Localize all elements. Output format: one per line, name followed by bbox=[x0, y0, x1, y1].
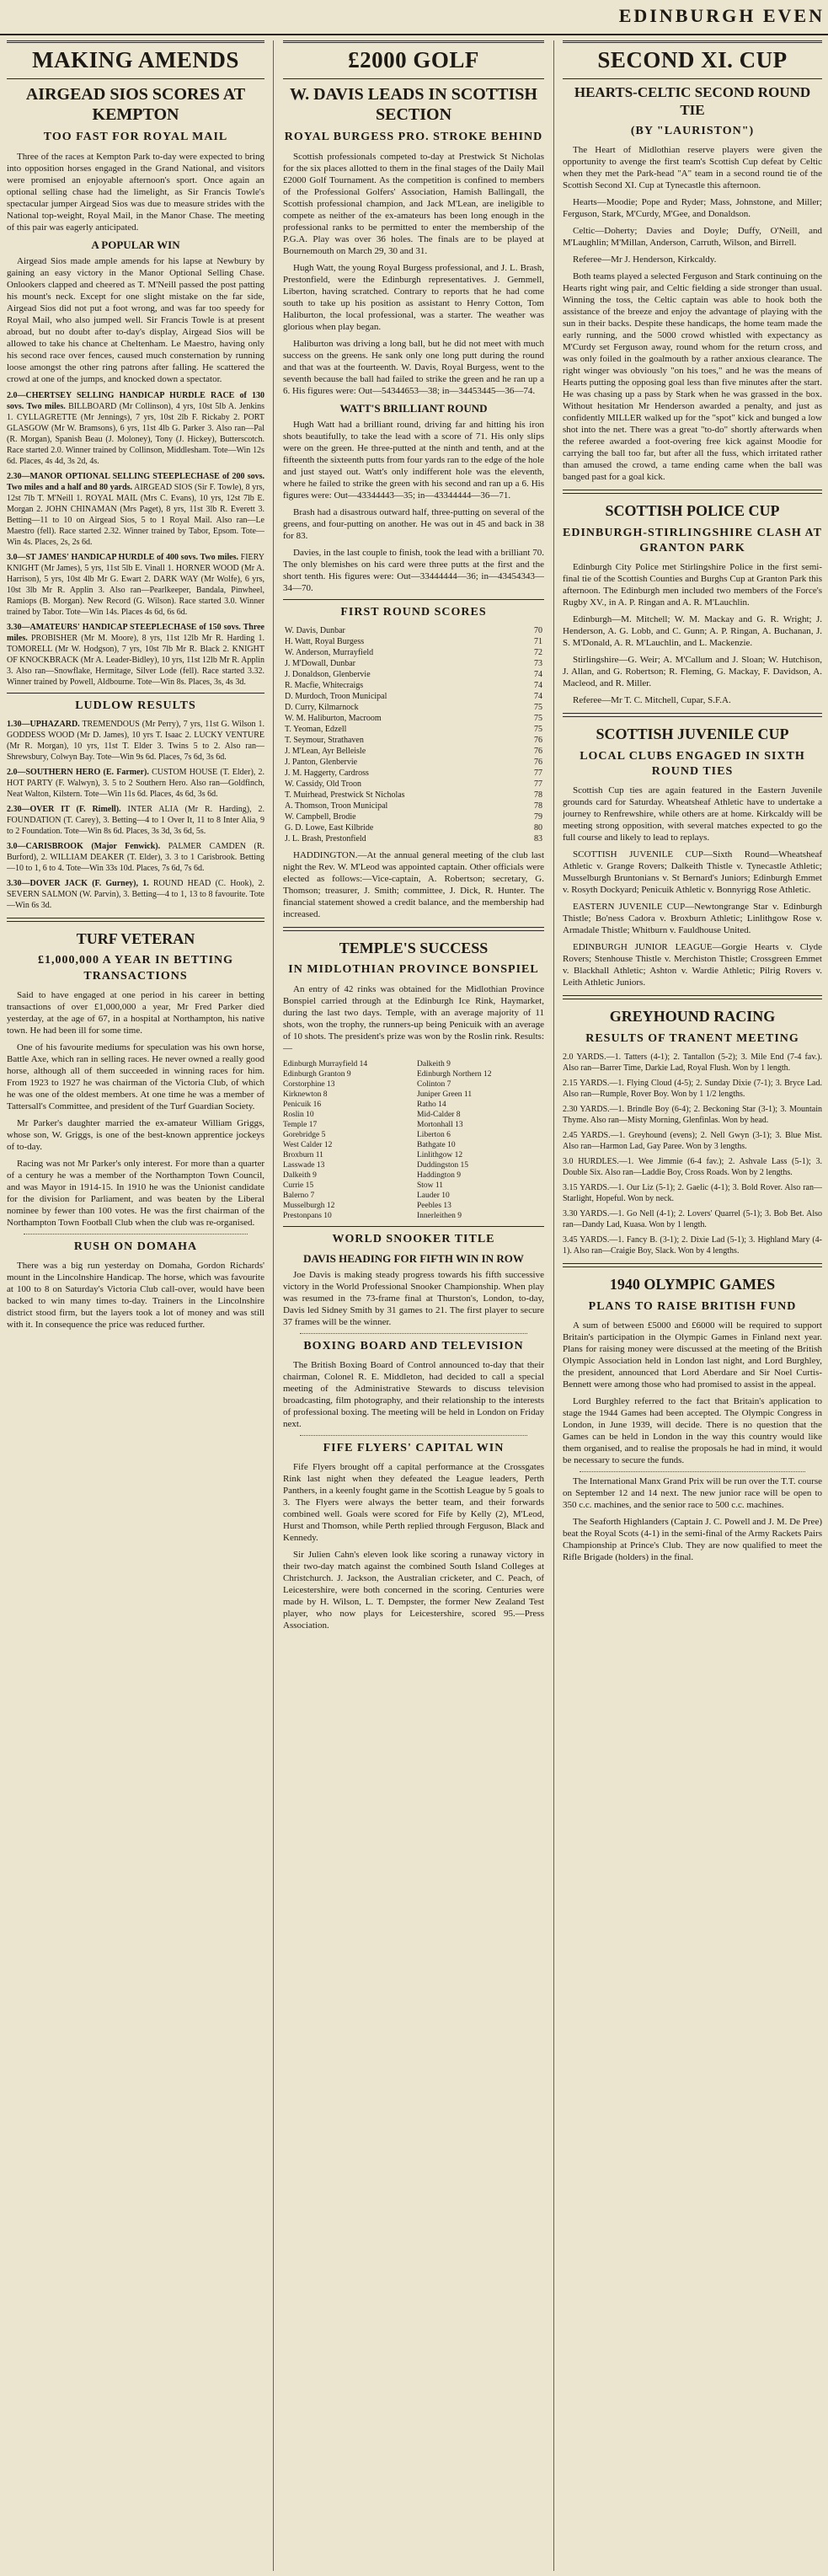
greyhound-race-result: 3.15 YARDS.—1. Our Liz (5-1); 2. Gaelic (4-1); 3. Bold Rover. Also ran—Starlight, Hopeful. Won by neck. bbox=[563, 1183, 822, 1204]
player-score: 77 bbox=[534, 768, 542, 778]
player-score: 76 bbox=[534, 757, 542, 767]
race-placings: FIERY KNIGHT (Mr James), 5 yrs, 11st 5lb E. Vinall 1. HORNER WOOD (Mr A. Harrison), 5 yrs, 10st 4lb Mr G. Ewart 2. DARK WAY (Mr Wolfe), 6 yrs, 10st 3lb Mr R. Applin 3. Also ran—Pearlkeeper, Bandala, Pinwheel, Ramiops (B. Morgan). New Record (G. Wilson). Race started 3.0. Winner trained by Tabor. Tote—Win 14s. Places 4s 6d, 6s 6d. bbox=[7, 552, 264, 617]
race-result bbox=[7, 552, 264, 618]
player-score: 74 bbox=[534, 691, 542, 701]
result-line: Edinburgh Granton 9 bbox=[283, 1069, 351, 1079]
article-paragraph: Edinburgh City Police met Stirlingshire Police in the first semi-final tie of the Scottish Counties and Burghs Cup at Granton Park this afternoon. The Edinburgh men included two members of the Force's Rugby XV., in A. P. Ringan and A. R. M'Lauchlin. bbox=[563, 562, 822, 608]
race-result bbox=[7, 841, 264, 874]
score-row bbox=[283, 647, 544, 658]
divider bbox=[283, 927, 544, 931]
race-placings: TREMENDOUS (Mr Perry), 7 yrs, 11st G. Wilson 1. GODDESS WOOD (Mr D. James), 10 yrs T. Isaac 2. LUCKY VENTURE (Mr R. Morgan), 10 yrs, 11st T. Elder 3. Twins 5 to 2. Also ran—Shrewsbury, Colwyn Bay. Tote—Win 9s 6d. Places, 7s 6d, 3s 6d. bbox=[7, 719, 264, 762]
column-2 bbox=[283, 40, 544, 2571]
result-line: Lauder 10 bbox=[417, 1191, 450, 1200]
subheadline: IN MIDLOTHIAN PROVINCE BONSPIEL bbox=[288, 963, 539, 977]
scores-table bbox=[283, 625, 544, 844]
article-paragraph: Scottish Cup ties are again featured in the Eastern Juvenile grounds card for Saturday. Wheatsheaf Athletic have to undertake a journey to Renfrewshire, while others are at home. Kirkcaldy will be meeting strong opposition, with several matches expected to go the full course and likely to lead to replays. bbox=[563, 785, 822, 843]
race-title: 2.30—OVER IT (F. Rimell). bbox=[7, 804, 121, 814]
race-placings: BILLBOARD (Mr Collinson), 4 yrs, 10st 5lb A. Jenkins 1. CYLLAGRETTE (Mr Jennings), 7 yrs, 10st 2lb F. Rickaby 2. PORT GLASGOW (Mr W. Bramsons), 6 yrs, 11st 4lb G. Parker 3. Also ran—Pal (R. Morgan), Spanish Beau (J. Moloney), Tony (J. Hickey), Butterscotch. Race started 2.0. Winner trained by Collinson, Middlesham. Tote—Win 12s 6d. Places, 4s 4d, 3s 2d, 4s. bbox=[7, 401, 264, 466]
greyhound-race-result: 2.30 YARDS.—1. Brindle Boy (6-4); 2. Beckoning Star (3-1); 3. Mountain Thyme. Also ran—Misty Morning, Glenfinlas. Won by head. bbox=[563, 1105, 822, 1126]
result-line: Edinburgh Murrayfield 14 bbox=[283, 1059, 368, 1068]
subheadline: LOCAL CLUBS ENGAGED IN SIXTH ROUND TIES bbox=[580, 749, 805, 779]
race-result bbox=[7, 767, 264, 800]
result-line: Linlithgow 12 bbox=[417, 1150, 463, 1159]
article-paragraph: Three of the races at Kempton Park to-day were expected to bring into opposition horses engaged in the Grand National, and visitors were promised an enjoyable afternoon's sport. Once again an optional selling chase had the limelight, as Sir Francis Towle's spectacular jumper Airgead Sios was due to measure strides with the National top-weight, Royal Mail, in the Manor Chase. The meeting of this pair was eagerly anticipated. bbox=[7, 151, 264, 233]
article-paragraph: The British Boxing Board of Control announced to-day that their chairman, Colonel R. E. Middleton, had decided to call a special meeting of the Administrative Stewards to discuss television broadcasting, film photography, and their relationship to the interests of professional boxing. The meeting will be held in London on Friday next. bbox=[283, 1359, 544, 1429]
article-paragraph: A sum of between £5000 and £6000 will be required to support Britain's participation in the Olympic Games in Finland next year. Plans for raising money were discussed at the meeting of the British Olympic Association held in London last night, and Lord Burghley, the president, announced that Lord Aberdare and Sir Noel Curtis-Bennett were among those who had promised to assist in the appeal. bbox=[563, 1320, 822, 1390]
player-score: 83 bbox=[534, 833, 542, 843]
result-line: Penicuik 16 bbox=[283, 1100, 322, 1109]
headline-box bbox=[563, 40, 822, 79]
score-row bbox=[283, 790, 544, 801]
article-paragraph: Racing was not Mr Parker's only interest. For more than a quarter of a century he was a member of the Northampton Town Council, and was Mayor in 1914-15. In 1910 he was the Unionist candidate for the division for Parliament, and was beaten by the Liberal nominee by fewer than 100 votes. He was the first chairman of the Northampton Town Football Club when the club was re-organised. bbox=[7, 1158, 264, 1228]
result-line: Prestonpans 10 bbox=[283, 1211, 332, 1220]
player-name: W. M. Haliburton, Macroom bbox=[285, 713, 382, 723]
race-result bbox=[7, 719, 264, 763]
subheadline: DAVIS HEADING FOR FIFTH WIN IN ROW bbox=[303, 1251, 524, 1265]
race-results-ludlow bbox=[7, 719, 264, 911]
result-line: Mid-Calder 8 bbox=[417, 1110, 461, 1119]
column-rule bbox=[273, 40, 274, 2571]
team-line: Edinburgh—M. Mitchell; W. M. Mackay and G. R. Wright; J. Henderson, A. G. Lobb, and C. Gunn; A. P. Ringan, A. Buchanan, J. S. M'Donald, A. R. M'Lauchlin, and L. Mackenzie. bbox=[563, 614, 822, 649]
fixture-list: EASTERN JUVENILE CUP—Newtongrange Star v. Edinburgh Thistle; Bo'ness Cadora v. Broxburn Athletic; Linlithgow Rose v. Armadale Thistle; Whitburn v. Fauldhouse United. bbox=[563, 902, 822, 936]
player-score: 74 bbox=[534, 669, 542, 679]
race-title: 2.0—CHERTSEY SELLING HANDICAP HURDLE RACE of 130 sovs. Two miles. bbox=[7, 390, 264, 411]
score-row bbox=[283, 669, 544, 680]
result-line: Balerno 7 bbox=[283, 1191, 315, 1200]
player-name: J. L. Brash, Prestonfield bbox=[285, 833, 366, 843]
masthead-title: EDINBURGH EVEN bbox=[618, 5, 825, 26]
race-title: 1.30—UPHAZARD. bbox=[7, 719, 80, 729]
result-line: Gorebridge 5 bbox=[283, 1130, 326, 1139]
article-paragraph: Said to have engaged at one period in his career in betting transactions of over £1,000,000 a year, Mr Fred Parker died yesterday, at the age of 67, in a hospital at Northampton, his native town. He had been ill for some time. bbox=[7, 989, 264, 1036]
score-row bbox=[283, 636, 544, 647]
result-line: Edinburgh Northern 12 bbox=[417, 1069, 492, 1079]
article-paragraph: Both teams played a selected Ferguson and Stark continuing on the Hearts right wing pair, and Celtic fielding a side stronger than usual. Winning the toss, the Celtic captain was able to hook both the assistance of the breeze and enjoy the advantage of playing with the sun in their backs. Despite these handicaps, the home team made the early running, and the 5000 crowd whistled with expectancy as M'Curdy set Ferguson away, round whom for the return cross, and was only foiled in the goalmouth by a rather anxious clearance. The right winger was obviously "on his toes," and he was the means of Hearts putting the opposing goal less than five minutes after the start. He was chasing up a pass by Stark when he was grassed in the box. Without hesitation Mr Henderson awarded a penalty, and just as confidently MILLER walked up for the "spot" kick and bunged a low shot into the net. There was a great "to-do" shortly afterwards when the referee awarded a foot-overing free kick against Moodie for carrying the ball too far, but after all the fuss, which irritated rather than amused the crowd, a tame ending came when the ball was banged past for a goal kick. bbox=[563, 271, 822, 483]
race-title: 3.0—CARISBROOK (Major Fenwick). bbox=[7, 841, 161, 851]
subheadline: HEARTS-CELTIC SECOND ROUND TIE bbox=[574, 84, 811, 118]
score-row bbox=[283, 625, 544, 636]
player-name: D. Curry, Kilmarnock bbox=[285, 702, 359, 712]
player-score: 72 bbox=[534, 647, 542, 657]
result-line: Stow 11 bbox=[417, 1181, 444, 1190]
headline-box bbox=[283, 40, 544, 79]
result-line: Corstorphine 13 bbox=[283, 1079, 335, 1089]
article-paragraph: The Seaforth Highlanders (Captain J. C. Powell and J. M. De Pree) beat the Royal Scots (4-1) in the semi-final of the Army Rackets Pairs Championship at Prince's Club. They are now qualified to meet the Rifle Brigade (holders) in the final. bbox=[563, 1516, 822, 1562]
column-rule bbox=[553, 40, 554, 2571]
race-title: 3.0—ST JAMES' HANDICAP HURDLE of 400 sovs. Two miles. bbox=[7, 552, 238, 562]
result-line: Mortonhall 13 bbox=[417, 1120, 463, 1129]
subheadline: AIRGEAD SIOS SCORES AT KEMPTON bbox=[25, 85, 246, 125]
masthead bbox=[0, 0, 828, 35]
player-score: 76 bbox=[534, 735, 542, 745]
curling-results-left bbox=[283, 1059, 410, 1221]
headline: FIFE FLYERS' CAPITAL WIN bbox=[323, 1441, 505, 1454]
race-placings: AIRGEAD SIOS (Sir F. Towle), 8 yrs, 12st 7lb T. M'Neill 1. ROYAL MAIL (Mrs C. Evans), 10 yrs, 12st 7lb E. Morgan 2. JOHN CHINAMAN (Mrs Paget), 8 yrs, 11st 3lb R. Everett 3. Betting—11 to 10 on Airgead Sios, 5 to 1 Royal Mail. Also ran—Le Maestro (fell). Race started 2.32. Winner trained by Tabor, Epsom. Tote—Win 4s. Places, 2s, 2s 6d. bbox=[7, 482, 264, 547]
referee-line: Referee—Mr T. C. Mitchell, Cupar, S.F.A. bbox=[573, 695, 731, 706]
divider bbox=[283, 1226, 544, 1227]
article-paragraph: HADDINGTON.—At the annual general meeting of the club last night the Rev. W. M'Leod was appointed captain. Other officials were elected as follows:—Vice-captain, A. Robertson; secretary, G. Thomson; treasurer, J. Smith; committee, J. Dick, R. Hunter. The financial statement showed a credit balance, and the membership had increased. bbox=[283, 849, 544, 919]
player-score: 79 bbox=[534, 811, 542, 822]
race-results-kempton bbox=[7, 390, 264, 688]
crossheading: A POPULAR WIN bbox=[91, 238, 180, 251]
score-row bbox=[283, 713, 544, 724]
player-name: J. M'Lean, Ayr Belleisle bbox=[285, 746, 366, 756]
article-paragraph: Mr Parker's daughter married the ex-amateur William Griggs, whose son, W. Griggs, is one of the best-known apprentice jockeys of to-day. bbox=[7, 1117, 264, 1152]
result-line: Colinton 7 bbox=[417, 1079, 451, 1089]
headline: TEMPLE'S SUCCESS bbox=[339, 939, 489, 956]
player-score: 75 bbox=[534, 702, 542, 712]
article-paragraph: Haliburton was driving a long ball, but he did not meet with much success on the greens. He sank only one long putt during the round and that was at the fourteenth. W. Davis, Royal Burgess, went to the seventh because the ball had failed to strike the green and he ran up a 6. His figures were: Out—54344653—38; in—34453445—36—74. bbox=[283, 338, 544, 396]
player-score: 70 bbox=[534, 625, 542, 635]
score-row bbox=[283, 811, 544, 822]
player-name: J. Donaldson, Glenbervie bbox=[285, 669, 371, 679]
article-paragraph: There was a big run yesterday on Domaha, Gordon Richards' mount in the Lincolnshire Handicap. The horse, which was favourite at 100 to 8 on Saturday's Victoria Club call-over, would have been backed to win many times to-day. Trainers in the Lincolnshire district stood firm, but the layers took a lot of money and was still with it. In consequence the price was reduced further. bbox=[7, 1260, 264, 1330]
divider bbox=[563, 1263, 822, 1267]
player-name: W. Anderson, Murrayfield bbox=[285, 647, 374, 657]
article-paragraph: Hugh Watt, the young Royal Burgess professional, and J. L. Brash, Prestonfield, were the Edinburgh representatives. J. Gemmell, Liberton, having scratched. Contrary to reports that he had come south to take up his position as assistant to Henry Cotton, Tom Haliburton, the local professional, was a starter. The weather was glorious when play began. bbox=[283, 262, 544, 332]
race-result bbox=[7, 471, 264, 548]
article-paragraph: Fife Flyers brought off a capital performance at the Crossgates Rink last night when they defeated the League leaders, Perth Panthers, in a keenly fought game in the Scottish League by 5 goals to 3. The Flyers were always the better team, and their forwards combined well. Goals were scored for Fife by Kelly (2), M'Leod, Hurst and Thomson, while Perth replied through Ferguson, Black and Kennedy. bbox=[283, 1462, 544, 1544]
curling-results-right bbox=[417, 1059, 544, 1221]
player-name: T. Seymour, Strathaven bbox=[285, 735, 364, 745]
greyhound-race-result: 3.30 YARDS.—1. Go Nell (4-1); 2. Lovers' Quarrel (5-1); 3. Bob Bet. Also ran—Dandy Lad, Kuasa. Won by 1 length. bbox=[563, 1209, 822, 1230]
player-name: D. Murdoch, Troon Municipal bbox=[285, 691, 387, 701]
player-name: J. M. Haggerty, Cardross bbox=[285, 768, 369, 778]
result-line: Currie 15 bbox=[283, 1181, 314, 1190]
player-score: 73 bbox=[534, 658, 542, 668]
result-line: Roslin 10 bbox=[283, 1110, 314, 1119]
headline: WORLD SNOOKER TITLE bbox=[332, 1232, 495, 1245]
score-row bbox=[283, 768, 544, 779]
greyhound-race-result: 3.0 HURDLES.—1. Wee Jimmie (6-4 fav.); 2. Ashvale Lass (5-1); 3. Double Six. Also ran—Laddie Boy, Cross Roads. Won by 2 lengths. bbox=[563, 1157, 822, 1178]
greyhound-race-result: 3.45 YARDS.—1. Fancy B. (3-1); 2. Dixie Lad (5-1); 3. Highland Mary (4-1). Also ran—Craigie Boy, Slack. Won by 4 lengths. bbox=[563, 1235, 822, 1256]
greyhound-race-result: 2.0 YARDS.—1. Tatters (4-1); 2. Tantallon (5-2); 3. Mile End (7-4 fav.). Also ran—Barrer Time, Darkie Lad, Royal Flush. Won by 1 length. bbox=[563, 1052, 822, 1074]
headline: RUSH ON DOMAHA bbox=[73, 1240, 198, 1253]
article-paragraph: One of his favourite mediums for speculation was his own horse, Battle Axe, which ran in selling races. He never owned a really good horse, although all of them succeeded in winning races for him. From 1923 to 1927 he was chairman of the Victoria Club, of which he was one of the oldest members. At one time he was a member of Tattersall's Committee, and president of the Turf Guardian Society. bbox=[7, 1042, 264, 1111]
player-score: 80 bbox=[534, 822, 542, 833]
score-row bbox=[283, 691, 544, 702]
player-name: J. Panton, Glenbervie bbox=[285, 757, 358, 767]
player-name: T. Muirhead, Prestwick St Nicholas bbox=[285, 790, 405, 800]
referee-line: Referee—Mr J. Henderson, Kirkcaldy. bbox=[573, 254, 717, 265]
divider bbox=[283, 599, 544, 600]
player-name: J. M'Dowall, Dunbar bbox=[285, 658, 356, 668]
divider bbox=[7, 918, 264, 922]
headline-box bbox=[7, 40, 264, 79]
result-line: Dalkeith 9 bbox=[417, 1059, 451, 1068]
subheadline: EDINBURGH-STIRLINGSHIRE CLASH AT GRANTON PARK bbox=[563, 526, 822, 555]
race-title: 2.30—MANOR OPTIONAL SELLING STEEPLECHASE of 200 sovs. Two miles and a half and 80 yards. bbox=[7, 471, 264, 492]
score-row bbox=[283, 746, 544, 757]
divider bbox=[7, 693, 264, 694]
race-result bbox=[7, 622, 264, 688]
result-line: Musselburgh 12 bbox=[283, 1201, 335, 1210]
article-paragraph: Scottish professionals competed to-day at Prestwick St Nicholas for the six places allotted to them in the final stages of the Daily Mail £2000 Golf Tournament. As the competition is confined to members of the Professional Golfers' Association, Hamish Ballingall, the Scottish professional champion, and Jack M'Lean, are ineligible to compete as neither of the ex-amateurs has been long enough in the professional ranks to be permitted to enter the membership of the P.G.A. Play was over 36 holes. The finals are to be played at Bournemouth on March 29, 30 and 31. bbox=[283, 151, 544, 256]
player-name: T. Yeoman, Edzell bbox=[285, 724, 347, 734]
race-title: 3.30—DOVER JACK (F. Gurney), 1. bbox=[7, 878, 149, 888]
headline: SCOTTISH POLICE CUP bbox=[605, 502, 780, 520]
player-score: 75 bbox=[534, 724, 542, 734]
race-placings: INTER ALIA (Mr R. Harding), 2. FOUNDATION (T. Carey), 3. Betting—4 to 1 Over It, 11 to 8 Inter Alia, 9 to 2 Foundation. Tote—Win 8s 6d. Places, 3s 3d, 3s 6d, 5s. bbox=[7, 804, 264, 836]
subheadline: W. DAVIS LEADS IN SCOTTISH SECTION bbox=[289, 85, 537, 125]
subheadline: PLANS TO RAISE BRITISH FUND bbox=[588, 1299, 797, 1313]
player-name: W. Cassidy, Old Troon bbox=[285, 779, 361, 789]
result-line: Liberton 6 bbox=[417, 1130, 451, 1139]
result-line: Haddington 9 bbox=[417, 1170, 461, 1180]
article-paragraph: Lord Burghley referred to the fact that Britain's application to stage the 1944 Games had been accepted. The Olympic Congress in London, in June 1939, will decide. There is no question that the Games can be held in London in the way this country would like them organised, and to realise the proposals he had in mind, it would be necessary to secure the funds. bbox=[563, 1395, 822, 1465]
result-line: Peebles 13 bbox=[417, 1201, 451, 1210]
score-row bbox=[283, 779, 544, 790]
headline: 1940 OLYMPIC GAMES bbox=[609, 1276, 776, 1293]
score-row bbox=[283, 680, 544, 691]
race-result bbox=[7, 390, 264, 467]
team-line: Hearts—Moodie; Pope and Ryder; Mass, Johnstone, and Miller; Ferguson, Stark, M'Curdy, M'Gee, and Donaldson. bbox=[563, 197, 822, 220]
team-line: Stirlingshire—G. Weir; A. M'Callum and J. Sloan; W. Hutchison, J. Allan, and G. Robertson; R. Fleming, G. Mackay, F. Davidson, A. Macleod, and R. Miller. bbox=[563, 655, 822, 689]
result-line: Innerleithen 9 bbox=[417, 1211, 462, 1220]
player-score: 74 bbox=[534, 680, 542, 690]
headline: BOXING BOARD AND TELEVISION bbox=[303, 1339, 524, 1352]
score-row bbox=[283, 833, 544, 844]
result-line: Dalkeith 9 bbox=[283, 1170, 317, 1180]
result-line: Bathgate 10 bbox=[417, 1140, 456, 1149]
player-name: A. Thomson, Troon Municipal bbox=[285, 801, 388, 811]
article-paragraph: Brash had a disastrous outward half, three-putting on several of the greens, and four-putting on another. He was out in 45 and back in 38 for 83. bbox=[283, 506, 544, 541]
player-score: 78 bbox=[534, 801, 542, 811]
result-line: Juniper Green 11 bbox=[417, 1090, 473, 1099]
divider bbox=[300, 1435, 527, 1436]
deck: TOO FAST FOR ROYAL MAIL bbox=[43, 131, 228, 144]
player-score: 78 bbox=[534, 790, 542, 800]
score-row bbox=[283, 658, 544, 669]
section-heading: FIRST ROUND SCORES bbox=[340, 605, 487, 619]
result-line: Temple 17 bbox=[283, 1120, 318, 1129]
section-heading: LUDLOW RESULTS bbox=[75, 699, 196, 712]
divider bbox=[563, 995, 822, 999]
result-line: Broxburn 11 bbox=[283, 1150, 323, 1159]
article-paragraph: The Heart of Midlothian reserve players were given the opportunity to avenge the first team's Scottish Cup defeat by Celtic when they met the Park-head "A" team in a second round tie of the Scottish Second XI. Cup at Tynecastle this afternoon. bbox=[563, 145, 822, 191]
greyhound-race-result: 2.45 YARDS.—1. Greyhound (evens); 2. Nell Gwyn (3-1); 3. Blue Mist. Also ran—Harmon Lad, Gay Paree. Won by 3 lengths. bbox=[563, 1131, 822, 1152]
headline: GREYHOUND RACING bbox=[609, 1008, 776, 1026]
player-score: 76 bbox=[534, 746, 542, 756]
column-1 bbox=[7, 40, 264, 2571]
headline: £2000 GOLF bbox=[348, 47, 479, 72]
player-name: W. Campbell, Brodie bbox=[285, 811, 356, 822]
race-placings: CUSTOM HOUSE (T. Elder), 2. HOT PARTY (F. Walwyn), 3. 5 to 2 Southern Hero. Also ran—Goldfinch, Neat Walton, Kilstern. Tote—Win 11s 6d. Places, 4s 6d, 3s 6d. bbox=[7, 767, 264, 799]
fixture-list: SCOTTISH JUVENILE CUP—Sixth Round—Wheatsheaf Athletic v. Grange Rovers; Dalkeith Thistle v. Tynecastle Athletic; Musselburgh Bruntonians v. St Bernard's Juniors; Edinburgh Emmet v. Rosyth Dockyard; Penicuik Athletic v. Bonnyrigg Rose Athletic. bbox=[563, 849, 822, 896]
subheadline: RESULTS OF TRANENT MEETING bbox=[585, 1031, 799, 1045]
deck: ROYAL BURGESS PRO. STROKE BEHIND bbox=[284, 131, 543, 144]
greyhound-race-result: 2.15 YARDS.—1. Flying Cloud (4-5); 2. Sunday Dixie (7-1); 3. Bryce Lad. Also ran—Rumple, Rover Boy. Won by 1 1/2 lengths. bbox=[563, 1079, 822, 1100]
headline: SECOND XI. CUP bbox=[597, 47, 788, 72]
article-paragraph: Sir Julien Cahn's eleven look like scoring a runaway victory in their two-day match against the combined South Island Colleges at Christchurch. J. Jackson, the Australian cricketer, and C. Peach, of Leicestershire, were both concerned in the scoring. Centuries were made by H. Wilson, L. T. Dempster, the former New Zealand Test player, who now plays for Leicestershire, scored 95.—Press Association. bbox=[283, 1550, 544, 1631]
score-row bbox=[283, 724, 544, 735]
result-line: Ratho 14 bbox=[417, 1100, 446, 1109]
headline: MAKING AMENDS bbox=[32, 47, 239, 72]
score-row bbox=[283, 757, 544, 768]
curling-results bbox=[283, 1059, 544, 1221]
article-paragraph: Davies, in the last couple to finish, took the lead with a brilliant 70. The only blemishes on his card were three putts at the first and the short tenth. His figures were: Out—33444444—36; in—43454343—34—70. bbox=[283, 547, 544, 593]
score-row bbox=[283, 735, 544, 746]
score-row bbox=[283, 702, 544, 713]
race-placings: ROUND HEAD (C. Hook), 2. SEVERN SALMON (W. Parvin), 3. Betting—4 to 1, 13 to 8 favourite. Tote—Win 6s 3d. bbox=[7, 878, 264, 910]
greyhound-results bbox=[563, 1052, 822, 1256]
race-placings: PALMER CAMDEN (R. Burford), 2. WILLIAM DEAKER (T. Elder), 3. 3 to 1 Carisbrook. Betting—10 to 1, 6 to 4. Tote—Win 33s 10d. Places, 7s 6d, 7s 6d. bbox=[7, 841, 264, 873]
player-score: 71 bbox=[534, 636, 542, 646]
column-3 bbox=[563, 40, 822, 2571]
article-paragraph: Hugh Watt had a brilliant round, driving far and hitting his iron shots beautifully, to take the lead with a score of 71. His only slips were on the green. He three-putted at the ninth and tenth, and at the fifteenth the sixteenth putts from four yards ran to the edge of the hole and just stayed out. Watt's only indifferent hole was the eleventh, where he failed to strike the green with his second and ran up a 6. His figures were: Out—43344443—35; in—43344444—36—71. bbox=[283, 419, 544, 501]
result-line: Duddingston 15 bbox=[417, 1160, 468, 1170]
team-line: Celtic—Doherty; Davies and Doyle; Duffy, O'Neill, and M'Laughlin; M'Millan, Anderson, Carruth, Wilson, and Birrell. bbox=[563, 226, 822, 249]
race-result bbox=[7, 878, 264, 911]
race-placings: PROBISHER (Mr M. Moore), 8 yrs, 11st 12lb Mr R. Harding 1. TOMORELL (Mr W. Hodgson), 7 yrs, 10st 7lb Mr R. Black 2. KNIGHT OF KNOCKBRACK (Mr A. Leader-Bidley), 10 yrs, 11st 12lb Mr R. Applin 3. Also ran—Snowflake, Hermitage, Silver Lode (fell). Race started 3.32. Winner trained by Powell, Aldbourne. Tote—Win 8s. Places, 3s, 4s 3d. bbox=[7, 633, 264, 687]
result-line: West Calder 12 bbox=[283, 1140, 333, 1149]
crossheading: WATT'S BRILLIANT ROUND bbox=[339, 401, 488, 415]
divider bbox=[563, 490, 822, 494]
headline: SCOTTISH JUVENILE CUP bbox=[596, 726, 789, 743]
player-name: R. Macfie, Whitecraigs bbox=[285, 680, 364, 690]
race-title: 3.30—AMATEURS' HANDICAP STEEPLECHASE of 150 sovs. Three miles. bbox=[7, 622, 264, 643]
score-row bbox=[283, 801, 544, 811]
score-row bbox=[283, 822, 544, 833]
fixture-list: EDINBURGH JUNIOR LEAGUE—Gorgie Hearts v. Clyde Rovers; Stenhouse Thistle v. Merchiston Thistle; Crossgreen Emmet v. Blackhall Athletic; Ashton v. Wardie Athletic; Pilrig Rovers v. Leith Athletic Juniors. bbox=[563, 942, 822, 988]
player-name: W. Davis, Dunbar bbox=[285, 625, 345, 635]
article-paragraph: Airgead Sios made ample amends for his lapse at Newbury by gaining an easy victory in the Manor Optional Selling Chase. Onlookers clapped and cheered as T. M'Neill passed the post patting his mount's neck. Except for one slight mistake on the far side, Airgead Sios did not put a foot wrong, and was far too speedy for Royal Mail, who also jumped well. Sir Francis Towle is at present abroad, but no doubt after to-day's display, Airgead Sios will be allowed to take his chance at Cheltenham. Le Maestro, having only his second race over fences, caused much consternation by running loose amongst the other ring patrons after falling. He scattered the crowd at one of the jumps, and knocked down a spectator. bbox=[7, 255, 264, 384]
article-paragraph: The International Manx Grand Prix will be run over the T.T. course on September 12 and 14 next. The new junior race will be open to 350 c.c. machines, and the senior race to 500 c.c. machines. bbox=[563, 1475, 822, 1510]
divider bbox=[580, 1471, 805, 1472]
player-name: G. D. Lowe, East Kilbride bbox=[285, 822, 374, 833]
divider bbox=[563, 713, 822, 717]
article-paragraph: An entry of 42 rinks was obtained for the Midlothian Province Bonspiel carried through at the Edinburgh Ice Rink, Haymarket, during the last two days. Temple, with an average majority of 11 shots, won the trophy, the runners-up being Penicuik with an average of 10 shots. The president's prize was won by the Roslin rink. Results:— bbox=[283, 983, 544, 1053]
player-score: 75 bbox=[534, 713, 542, 723]
divider bbox=[300, 1333, 527, 1334]
result-line: Kirknewton 8 bbox=[283, 1090, 328, 1099]
article-paragraph: Joe Davis is making steady progress towards his fifth successive victory in the World Professional Snooker Championship. When play was resumed in the 73-frame final at Thurston's, London, to-day, Davis led Sidney Smith by 31 games to 21. The first player to secure 37 frames will be the winner. bbox=[283, 1269, 544, 1327]
subheadline: £1,000,000 A YEAR IN BETTING TRANSACTIONS bbox=[37, 954, 234, 983]
race-result bbox=[7, 804, 264, 837]
headline: TURF VETERAN bbox=[76, 929, 195, 947]
race-title: 2.0—SOUTHERN HERO (E. Farmer). bbox=[7, 767, 149, 777]
result-line: Lasswade 13 bbox=[283, 1160, 325, 1170]
player-name: H. Watt, Royal Burgess bbox=[285, 636, 365, 646]
player-score: 77 bbox=[534, 779, 542, 789]
byline: (BY "LAURISTON") bbox=[630, 125, 755, 138]
